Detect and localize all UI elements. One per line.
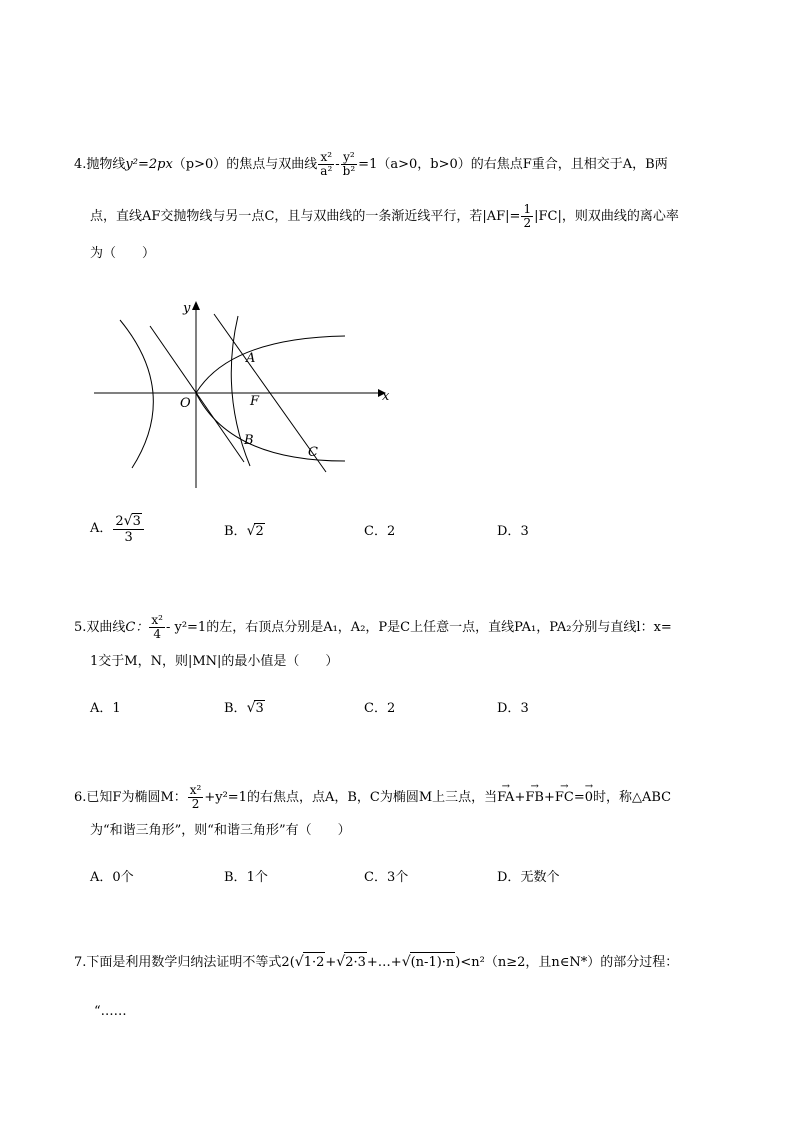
q4-number: 4. [74,157,87,172]
q7-number: 7. [74,955,87,970]
q4-option-c[interactable]: C．2 [364,524,396,539]
label-b: B [244,433,254,448]
q5-option-a[interactable]: A．1 [90,701,121,716]
q5-frac: $\frac{\text{x²}}{4}$ [151,613,163,641]
q4-frac-y: $\frac{\text{y²}}{\text{b²}}$ [342,150,356,178]
q6-option-b[interactable]: B．1个 [224,870,268,885]
two-root3-over-3: $\frac{2√3}{3}$ [113,513,143,545]
q4-frac-x: $\frac{\text{x²}}{\text{a²}}$ [320,150,333,178]
q4-text-2b: AF交抛物线与另一点 [142,209,265,224]
q5-option-c[interactable]: C．2 [364,701,396,716]
q5-number: 5. [74,620,87,635]
q7-line2: “…… [94,1004,127,1019]
q4-line2 [90,203,679,230]
q4-option-a[interactable]: A． $\frac{2√3}{3}$ [90,512,145,546]
q4-line3: 为（ ） [90,246,156,261]
q6-option-d[interactable]: D．无数个 [497,870,560,885]
q4-option-d[interactable]: D．3 [497,524,529,539]
label-a: A [246,351,256,366]
q5-line2: 1交于M，N，则|MN|的最小值是（ ） [90,654,339,669]
q4-parabola-eq: y²=2px [125,157,173,172]
parabola [196,336,345,461]
q4-text-1a: 抛物线 [86,157,126,172]
q4-hyp-eq: =1 [358,157,378,172]
q4-text-1b: （p>0）的焦点与双曲线 [172,157,318,172]
label-x: x [382,389,390,404]
q6-frac: $\frac{\text{x²}}{2}$ [189,783,202,811]
q4-text-1e: A，B两 [622,157,668,172]
label-y: y [183,301,191,316]
label-c: C [308,445,318,460]
q5-option-d[interactable]: D．3 [497,701,529,716]
asymptote-line [150,326,244,462]
q6-line1: 6.已知F为椭圆M： $\frac{\text{x²}}{2}$ +y²=1的右焦点，点A，B，C为椭圆M上三点，当→ FA+→ FB+→ FC=→ 0时，称△ABC [74,784,671,811]
hyperbola-left-branch [120,320,153,468]
q4-text-2d: |FC|，则双曲线的离心率 [534,209,679,224]
q4-text-2a: 点，直线 [90,209,143,224]
q7-line1: 7.下面是利用数学归纳法证明不等式2(√1·2+√2·3+…+√(n-1)·n)<n²（n≥2，且n∈N*）的部分过程： [74,952,678,973]
q5-line1: 5.双曲线C： $\frac{\text{x²}}{4}$ - y²=1的左，右顶点分别是A₁，A₂，P是C上任意一点，直线PA₁，PA₂分别与直线l：x= [74,613,672,641]
q4-option-b[interactable]: B．√2 [224,523,264,539]
q6-option-c[interactable]: C．3个 [364,870,409,885]
q4-text-1c: （a>0，b>0）的右焦点 [377,157,523,172]
q6-option-a[interactable]: A．0个 [90,870,134,885]
q6-line2: 为“和谐三角形”，则“和谐三角形”有（ ） [90,823,351,838]
q4-frac-half: $\frac{1}{2}$ [523,202,532,230]
q4-figure [90,296,400,491]
q4-text-1d: F重合，且相交于 [522,157,623,172]
label-f: F [250,394,260,409]
y-axis-arrow [192,301,200,310]
q5-option-b[interactable]: B．√3 [224,700,264,716]
q6-number: 6. [74,790,87,805]
q4-text-2c: C，且与双曲线的一条渐近线平行，若|AF|= [264,209,521,224]
label-o: O [180,396,191,411]
q4-line1: 4.抛物线y²=2px（p>0）的焦点与双曲线 $\frac{\text{x²}}{\text{a²}}$ - $\frac{\text{y²}}{\text{b²}}$ =1（a>0，b>0）的右焦点F重合，且相交于A，B两 [74,150,668,178]
